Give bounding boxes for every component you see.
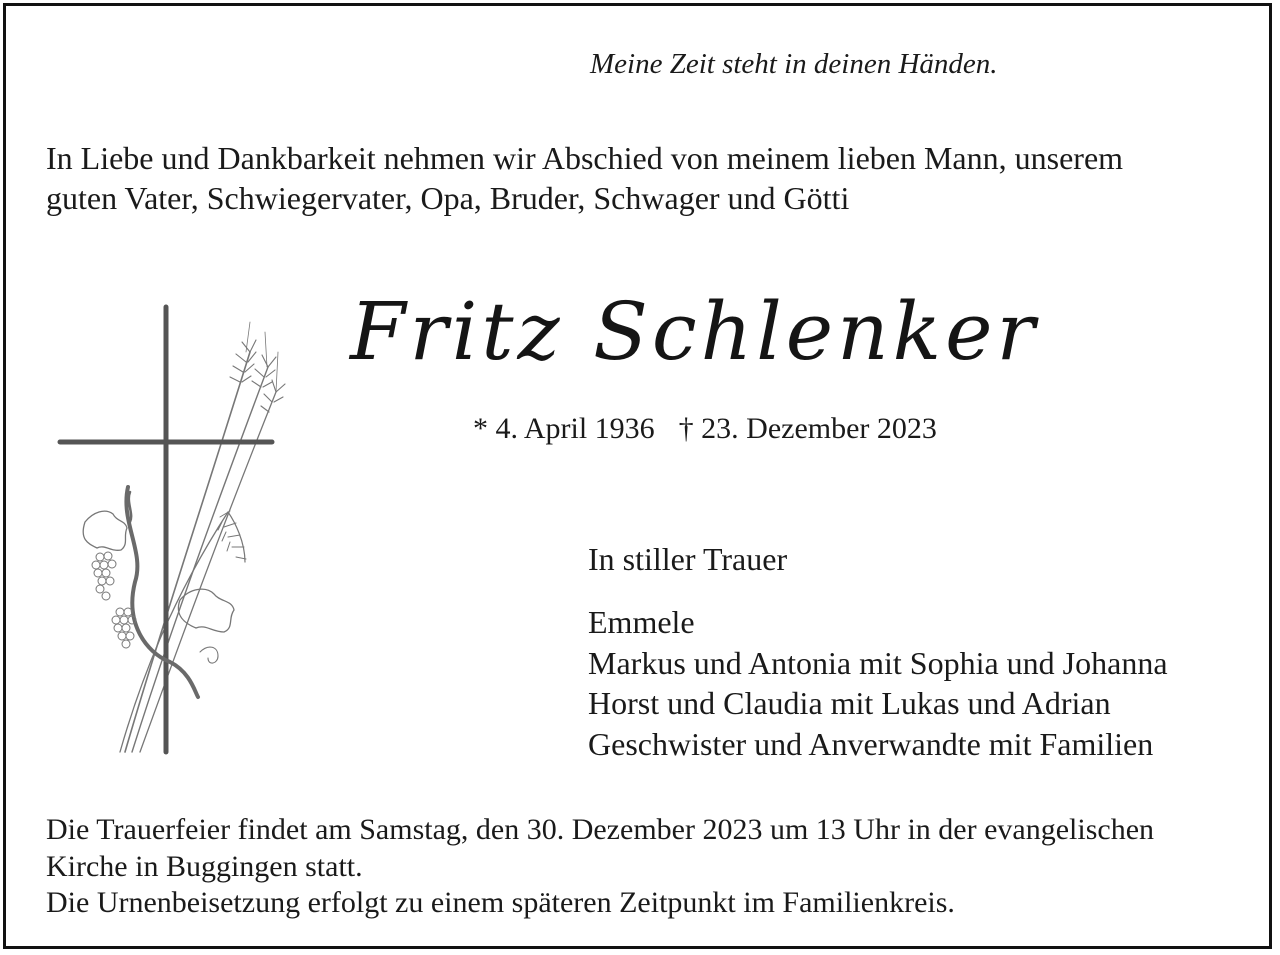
ceremony-line-2: Kirche in Buggingen statt. (46, 849, 363, 883)
deceased-name: Fritz Schlenker (350, 285, 1039, 378)
ceremony-line-1: Die Trauerfeier findet am Samstag, den 30. Dezember 2023 um 13 Uhr in der evangelischen (46, 813, 1155, 846)
mourner-line: Horst und Claudia mit Lukas und Adrian (588, 685, 1111, 721)
motto-quote: Meine Zeit steht in deinen Händen. (590, 48, 998, 80)
mourners-list (588, 602, 1168, 764)
mourning-heading: In stiller Trauer (588, 541, 788, 577)
ceremony-info (46, 812, 1154, 922)
mourner-line: Markus und Antonia mit Sophia und Johanna (588, 644, 1168, 681)
mourner-line: Emmele (588, 604, 695, 640)
birth-date: * 4. April 1936 (473, 412, 655, 445)
intro-line-1: In Liebe und Dankbarkeit nehmen wir Abschied von meinem lieben Mann, unserem (46, 140, 1124, 176)
life-dates (473, 410, 937, 448)
intro-text (46, 138, 1246, 218)
mourner-line: Geschwister und Anverwandte mit Familien (588, 725, 1154, 762)
intro-line-2: guten Vater, Schwiegervater, Opa, Bruder, Schwager und Götti (46, 180, 850, 216)
ceremony-line-3: Die Urnenbeisetzung erfolgt zu einem späteren Zeitpunkt im Familienkreis. (46, 886, 955, 919)
death-date: † 23. Dezember 2023 (678, 412, 937, 445)
cross-with-wheat-and-grapes-icon (50, 282, 300, 772)
